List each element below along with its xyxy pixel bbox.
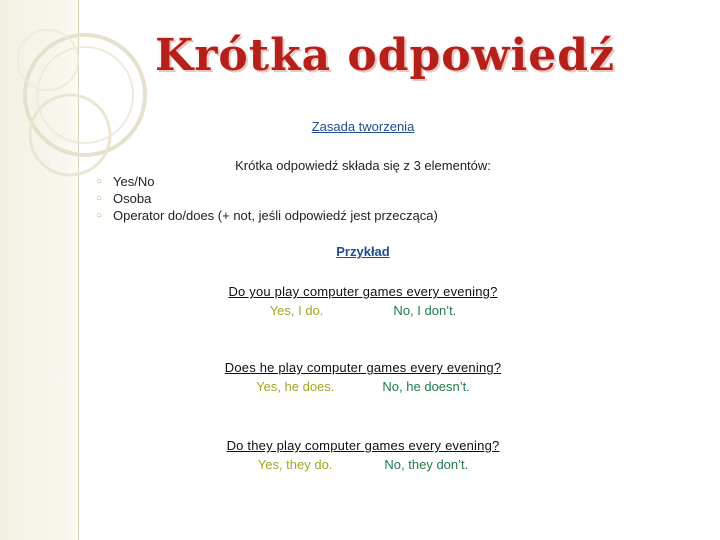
list-item (96, 190, 438, 207)
decorative-rings (0, 0, 180, 540)
list-item (96, 207, 438, 224)
example-question: Does he play computer games every evening? (224, 360, 502, 375)
example-block-2 (225, 360, 502, 396)
circle-bullet-icon: ○ (96, 176, 103, 187)
negative-answer: No, they don’t. (384, 457, 469, 472)
example-answers (227, 457, 500, 474)
example-question: Do you play computer games every evening? (228, 284, 498, 299)
intro-text: Krótka odpowiedź składa się z 3 elementów: (235, 158, 491, 173)
example-heading: Przykład (336, 244, 390, 259)
negative-answer: No, I don’t. (393, 303, 457, 318)
example-block-1 (228, 284, 497, 320)
page-title: Krótka odpowiedź (155, 30, 615, 81)
example-block-3 (227, 438, 500, 474)
list-item-text: Operator do/does (+ not, jeśli odpowiedź jest przecząca) (113, 208, 438, 223)
circle-bullet-icon: ○ (96, 193, 103, 204)
negative-answer: No, he doesn’t. (382, 379, 470, 394)
circle-bullet-icon: ○ (96, 210, 103, 221)
example-question: Do they play computer games every evening? (226, 438, 500, 453)
list-item (96, 173, 438, 190)
example-answers (225, 379, 502, 396)
affirmative-answer: Yes, he does. (256, 379, 335, 394)
affirmative-answer: Yes, I do. (269, 303, 324, 318)
section-subtitle: Zasada tworzenia (311, 119, 415, 134)
list-item-text: Yes/No (113, 174, 155, 189)
list-item-text: Osoba (113, 191, 152, 206)
example-answers (228, 303, 497, 320)
rules-list (96, 173, 438, 224)
affirmative-answer: Yes, they do. (257, 457, 333, 472)
